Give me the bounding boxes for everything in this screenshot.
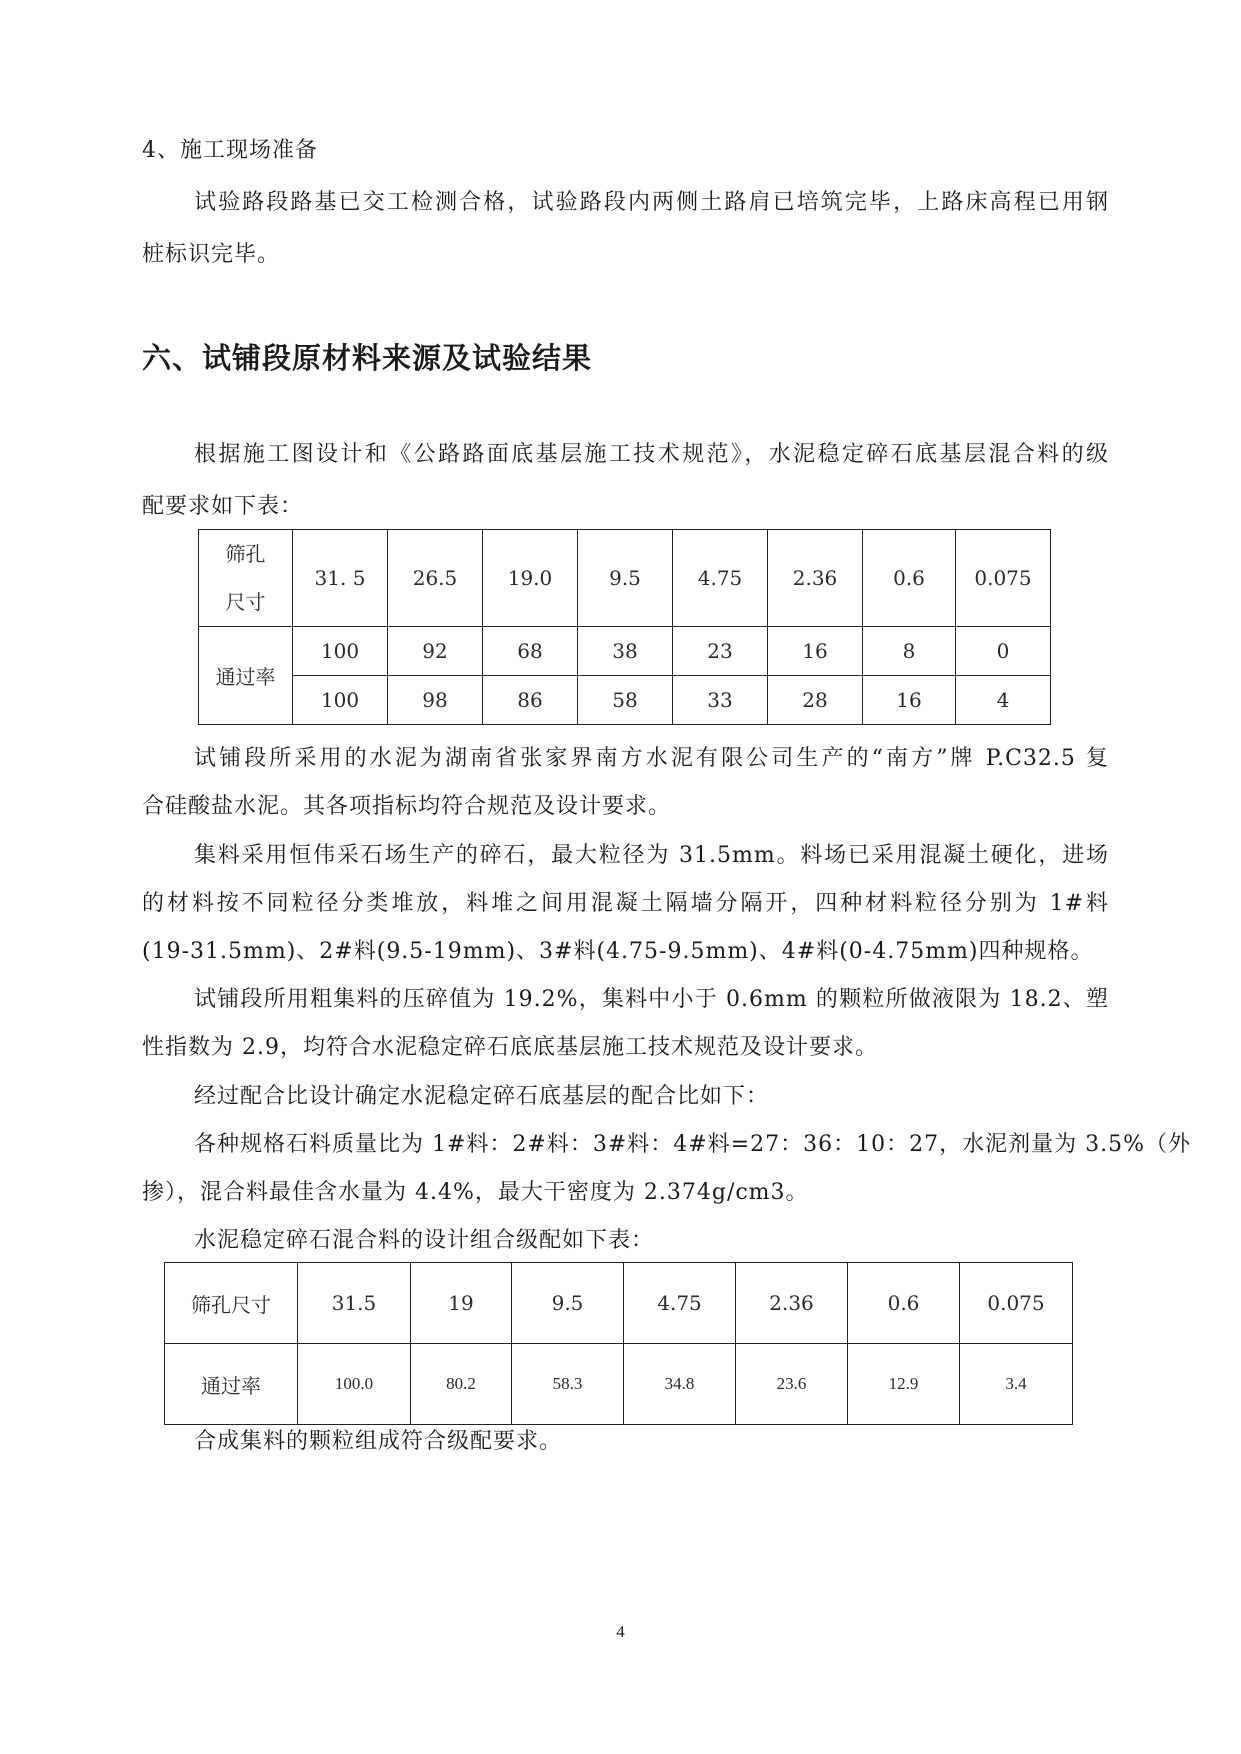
mix-line2: 掺），混合料最佳含水量为 4.4%，最大干密度为 2.374g/cm3。 xyxy=(142,1180,809,1205)
page-number: 4 xyxy=(616,1622,625,1641)
sieve-size-cell: 2.36 xyxy=(768,530,863,627)
header-label-line1: 筛孔 xyxy=(225,542,266,566)
pass-rate-cell: 100.0 xyxy=(298,1344,411,1425)
sieve-size-cell: 2.36 xyxy=(736,1263,848,1344)
header-label-line2: 尺寸 xyxy=(225,590,266,614)
sieve-size-cell: 0.075 xyxy=(956,530,1051,627)
table2-intro: 水泥稳定碎石混合料的设计组合级配如下表： xyxy=(194,1228,655,1253)
pass-rate-cell: 3.4 xyxy=(960,1344,1073,1425)
upper-limit-cell: 23 xyxy=(673,627,768,676)
cement-line2: 合硅酸盐水泥。其各项指标均符合规范及设计要求。 xyxy=(142,794,672,819)
pass-rate-cell: 23.6 xyxy=(736,1344,848,1425)
sieve-size-cell: 31.5 xyxy=(298,1263,411,1344)
crush-line2: 性指数为 2.9，均符合水泥稳定碎石底底基层施工技术规范及设计要求。 xyxy=(142,1035,878,1060)
mix-line1: 各种规格石料质量比为 1#料：2#料：3#料：4#料=27：36：10：27，水泥剂量为 3.5%（外 xyxy=(194,1132,1192,1157)
intro-line1: 根据施工图设计和《公路路面底基层施工技术规范》，水泥稳定碎石底基层混合料的级 xyxy=(194,442,1109,467)
cement-line1: 试铺段所采用的水泥为湖南省张家界南方水泥有限公司生产的“南方”牌 P.C32.5 复 xyxy=(194,746,1109,771)
aggregate-line1: 集料采用恒伟采石场生产的碎石，最大粒径为 31.5mm。料场已采用混凝土硬化，进场 xyxy=(194,843,1109,868)
sieve-size-cell: 31. 5 xyxy=(293,530,388,627)
sieve-size-cell: 4.75 xyxy=(673,530,768,627)
sieve-size-cell: 4.75 xyxy=(624,1263,736,1344)
pass-rate-cell: 12.9 xyxy=(848,1344,960,1425)
header-label-cell xyxy=(199,530,293,627)
intro-line2: 配要求如下表： xyxy=(142,494,304,519)
sieve-size-cell: 19.0 xyxy=(483,530,578,627)
lower-limit-cell: 28 xyxy=(768,676,863,725)
aggregate-line2: 的材料按不同粒径分类堆放，料堆之间用混凝土隔墙分隔开，四种材料粒径分别为 1#料 xyxy=(142,891,1109,916)
section4-title: 4、施工现场准备 xyxy=(142,138,318,163)
pass-rate-cell: 34.8 xyxy=(624,1344,736,1425)
upper-limit-cell: 0 xyxy=(956,627,1051,676)
header-label-cell: 筛孔尺寸 xyxy=(165,1263,298,1344)
upper-limit-cell: 16 xyxy=(768,627,863,676)
crush-line1: 试铺段所用粗集料的压碎值为 19.2%，集料中小于 0.6mm 的颗粒所做液限为 18.2、塑 xyxy=(194,987,1109,1012)
aggregate-line3: (19-31.5mm)、2#料(9.5-19mm)、3#料(4.75-9.5mm)、4#料(0-4.75mm)四种规格。 xyxy=(142,939,1094,964)
pass-rate-label: 通过率 xyxy=(199,627,293,725)
pass-rate-label: 通过率 xyxy=(165,1344,298,1425)
section4-para-line2: 桩标识完毕。 xyxy=(142,242,281,267)
sieve-size-cell: 0.6 xyxy=(863,530,956,627)
upper-limit-cell: 8 xyxy=(863,627,956,676)
design-gradation-table xyxy=(164,1262,1073,1425)
section-heading: 六、试铺段原材料来源及试验结果 xyxy=(142,341,593,375)
gradation-requirement-table xyxy=(198,529,1051,725)
conclusion: 合成集料的颗粒组成符合级配要求。 xyxy=(194,1429,563,1454)
lower-limit-cell: 86 xyxy=(483,676,578,725)
upper-limit-cell: 92 xyxy=(388,627,483,676)
lower-limit-cell: 33 xyxy=(673,676,768,725)
pass-rate-cell: 80.2 xyxy=(411,1344,512,1425)
lower-limit-cell: 58 xyxy=(578,676,673,725)
upper-limit-cell: 38 xyxy=(578,627,673,676)
section4-para-line1: 试验路段路基已交工检测合格，试验路段内两侧土路肩已培筑完毕，上路床高程已用钢 xyxy=(194,190,1109,215)
sieve-size-cell: 9.5 xyxy=(512,1263,624,1344)
pass-rate-cell: 58.3 xyxy=(512,1344,624,1425)
lower-limit-cell: 4 xyxy=(956,676,1051,725)
upper-limit-cell: 68 xyxy=(483,627,578,676)
sieve-size-cell: 19 xyxy=(411,1263,512,1344)
lower-limit-cell: 98 xyxy=(388,676,483,725)
sieve-size-cell: 9.5 xyxy=(578,530,673,627)
sieve-size-cell: 0.075 xyxy=(960,1263,1073,1344)
sieve-size-cell: 26.5 xyxy=(388,530,483,627)
lower-limit-cell: 100 xyxy=(293,676,388,725)
mix-intro: 经过配合比设计确定水泥稳定碎石底基层的配合比如下： xyxy=(194,1084,770,1109)
upper-limit-cell: 100 xyxy=(293,627,388,676)
sieve-size-cell: 0.6 xyxy=(848,1263,960,1344)
lower-limit-cell: 16 xyxy=(863,676,956,725)
